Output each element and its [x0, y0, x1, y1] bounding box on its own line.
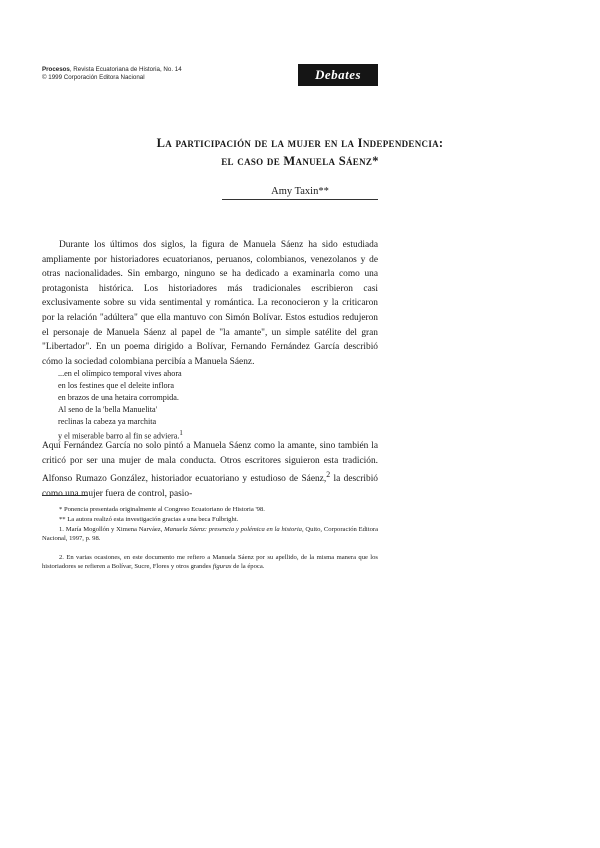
paragraph-2-start: Aquí Fernández García no solo pintó a Manuela Sáenz como la amante, sino también la criticó por ser una mujer de mala conducta. Otros escritores siguieron esta tradición. Alfonso Rumazo González, historiador ecuatoriano y estudioso de Sáenz,: [42, 441, 378, 485]
footnote-rule: [42, 495, 88, 496]
footnote-1-title: Manuela Sáenz: presencia y polémica en la historia: [164, 526, 302, 533]
journal-info: [42, 66, 182, 81]
paragraph-2: [42, 439, 378, 502]
paragraph-2-end: la describió como una mujer fuera de control, pasio-: [42, 474, 378, 499]
poem-line-text: y el miserable barro al fin se adviera.: [58, 431, 180, 441]
paragraph-1: Durante los últimos dos siglos, la figura de Manuela Sáenz ha sido estudiada ampliamente por historiadores ecuatorianos, peruanos, colombianos, venezolanos y de otras nacionalidades. Sin embargo, ninguno se ha dedicado a examinarla como una protagonista histórica. Los historiadores más tradicionales escribieron casi exclusivamente sobre su vida sentimental y romántica. La reconocieron y la criticaron por la relación "adúltera" que ella mantuvo con Simón Bolívar. Estos estudios redujeron el personaje de Manuela Sáenz al papel de "la amante", un simple satélite del gran "Libertador". En un poema dirigido a Bolívar, Fernando Fernández García describió cómo la sociedad colombiana percibía a Manuela Sáenz.: [42, 240, 378, 367]
journal-name: Procesos: [42, 66, 70, 73]
footnote-2-end: de la época.: [231, 563, 265, 571]
footnote-ref-2: 2: [326, 470, 331, 480]
article-title-line-2: el caso de Manuela Sáenz*: [221, 154, 379, 168]
footnote-double-star: ** La autora realizó esta investigación gracias a una beca Fulbright.: [59, 516, 239, 523]
footnote-1: [42, 525, 378, 544]
poem-line: en brazos de una hetaira corrompida.: [58, 392, 179, 402]
section-label: Debates: [298, 64, 378, 86]
poem-quote: [58, 368, 183, 442]
journal-issue: , Revista Ecuatoriana de Historia, No. 14: [69, 66, 182, 73]
author-rule: [222, 199, 378, 200]
author-name: Amy Taxin**: [271, 186, 329, 197]
journal-line-2: © 1999 Corporación Editora Nacional: [42, 73, 145, 81]
footnote-ref-1: 1: [179, 429, 183, 437]
poem-line: en los festines que el deleite inflora: [58, 380, 174, 390]
footnote-1-publisher: , Quito, Corporación Editora Nacional, 1997, p. 98.: [42, 526, 378, 543]
poem-line: ...en el olímpico temporal vives ahora: [58, 369, 182, 378]
article-title-line-1: La participación de la mujer en la Independencia:: [156, 136, 444, 150]
footnote-2: [42, 553, 378, 572]
poem-line: reclinas la cabeza ya marchita: [58, 416, 157, 426]
footnote-1-authors: 1. María Mogollón y Ximena Narváez,: [59, 526, 165, 533]
journal-line-1: [42, 66, 182, 74]
footnote-2-text: 2. En varias ocasiones, en este documento me refiero a Manuela Sáenz por su apellido, de la misma manera que los historiadores se refieren a Bolívar, Sucre, Flores y otros grandes: [42, 554, 378, 571]
poem-line: Al seno de la 'bella Manuelita': [58, 404, 158, 414]
footnote-star: * Ponencia presentada originalmente al Congreso Ecuatoriano de Historia '98.: [59, 506, 265, 513]
footnote-2-italic: figuras: [212, 563, 232, 571]
